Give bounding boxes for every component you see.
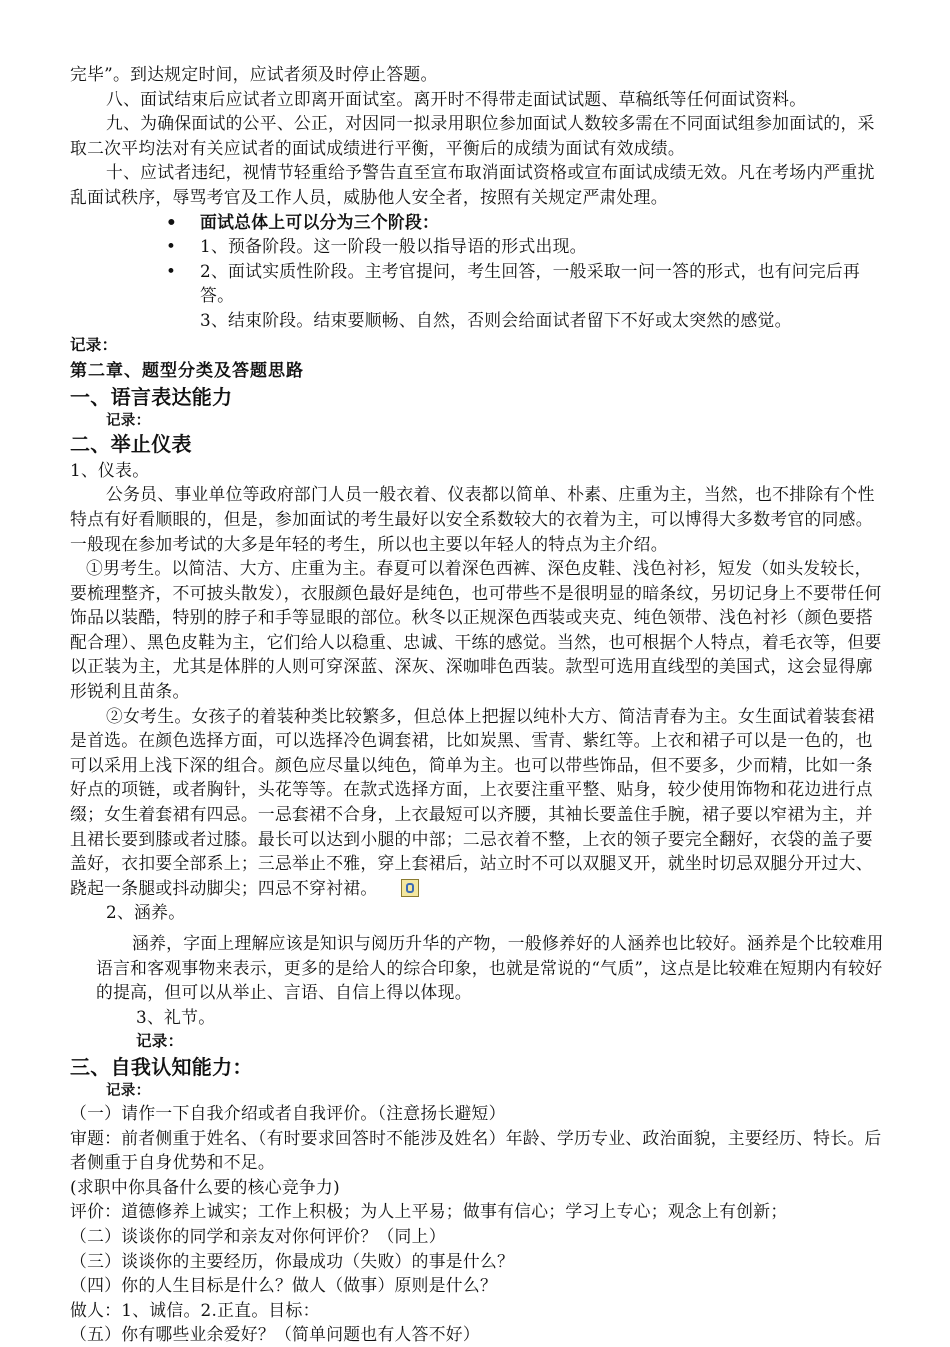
bullet-item <box>70 234 884 259</box>
bullet-text: 面试总体上可以分为三个阶段： <box>200 211 440 232</box>
paragraph-cultivation: 涵养，字面上理解应该是知识与阅历升华的产物，一般修养好的人涵养也比较好。涵养是个比较难用语言和客观事物来表示，更多的是给人的综合印象，也就是常说的“气质”，这点是比较难在短期内有较好的提高，但可以从举止、言语、自信上得以体现。 <box>96 933 884 1003</box>
rule-ten: 十、应试者违纪，视情节轻重给予警告直至宣布取消面试资格或宣布面试成绩无效。凡在考场内严重扰乱面试秩序，辱骂考官及工作人员，威胁他人安全者，按照有关规定严肃处理。 <box>70 162 875 207</box>
item-etiquette: 3、礼节。 <box>136 1006 216 1027</box>
record-label: 记录： <box>70 334 118 354</box>
item-appearance: 1、仪表。 <box>70 459 150 480</box>
question-one-core: (求职中你具备什么要的核心竞争力) <box>70 1176 340 1197</box>
bullet-text: 1、预备阶段。这一阶段一般以指导语的形式出现。 <box>200 236 587 257</box>
item-cultivation: 2、涵养。 <box>106 902 186 923</box>
bullet-icon: • <box>166 236 177 257</box>
paragraph-line: 完毕”。到达规定时间，应试者须及时停止答题。 <box>70 64 438 84</box>
record-label: 记录： <box>136 1031 184 1051</box>
paragraph-female <box>70 704 884 901</box>
question-one: （一）请作一下自我介绍或者自我评价。（注意扬长避短） <box>70 1102 506 1123</box>
bullet-icon: • <box>166 260 177 281</box>
paragraph-female-text: ②女考生。女孩子的着装种类比较繁多，但总体上把握以纯朴大方、简洁青春为主。女生面试着装套裙是首选。在颜色选择方面，可以选择冷色调套裙，比如炭黑、雪青、紫红等。上衣和裙子可以是一色的，也可以采用上浅下深的组合。颜色应尽量以纯色，简单为主。也可以带些饰品，但不要多，少而精，比如一条好点的项链，或者胸针，头花等等。在款式选择方面，上衣要注重平整、贴身，较少使用饰物和花边进行点缀；女生着套裙有四忌。一忌套裙不合身，上衣最短可以齐腰，其袖长要盖住手腕，裙子要以窄裙为主，并且裙长要到膝或者过膝。最长可以达到小腿的中部；二忌衣着不整，上衣的领子要完全翻好，衣袋的盖子要盖好，衣扣要全部系上；三忌举止不雅，穿上套裙后，站立时不可以双腿叉开，就坐时切忌双腿分开过大、跷起一条腿或抖动脚尖；四忌不穿衬裙。 <box>70 705 875 898</box>
rule-nine: 九、为确保面试的公平、公正，对因同一拟录用职位参加面试人数较多需在不同面试组参加面试的，采取二次平均法对有关应试者的面试成绩进行平衡，平衡后的成绩为面试有效成绩。 <box>70 113 875 158</box>
question-five: （五）你有哪些业余爱好？（简单问题也有人答不好） <box>70 1324 480 1345</box>
paragraph-male: ①男考生。以简洁、大方、庄重为主。春夏可以着深色西裤、深色皮鞋、浅色衬衫，短发（如头发较长，要梳理整齐，不可披头散发），衣服颜色最好是纯色，也可带些不是很明显的暗条纹，另切记身上不要带任何饰品以装酷，特别的脖子和手等显眼的部位。秋冬以正规深色西装或夹克、纯色领带、浅色衬衫（颜色要搭配合理）、黑色皮鞋为主，它们给人以稳重、忠诚、干练的感觉。当然，也可根据个人特点，着毛衣等，但要以正装为主，尤其是体胖的人则可穿深蓝、深灰、深咖啡色西装。款型可选用直线型的美国式，这会显得廓形锐利且苗条。 <box>70 558 882 702</box>
section-heading-self-awareness: 三、自我认知能力： <box>70 1054 253 1079</box>
chapter-title: 第二章、题型分类及答题思路 <box>70 361 304 382</box>
embedded-object-icon[interactable] <box>401 879 419 897</box>
section-heading-appearance: 二、举止仪表 <box>70 431 192 456</box>
bullet-item <box>70 259 884 308</box>
paragraph-appearance: 公务员、事业单位等政府部门人员一般衣着、仪表都以简单、朴素、庄重为主，当然，也不排除有个性特点有好看顺眼的，但是，参加面试的考生最好以安全系数较大的衣着为主，可以博得大多数考官的同感。一般现在参加考试的大多是年轻的考生，所以也主要以年轻人的特点为主介绍。 <box>70 484 875 554</box>
question-three: （三）谈谈你的主要经历，你最成功（失败）的事是什么？ <box>70 1250 515 1271</box>
rule-eight: 八、面试结束后应试者立即离开面试室。离开时不得带走面试试题、草稿纸等任何面试资料。 <box>106 88 807 109</box>
bullet-text: 2、面试实质性阶段。主考官提问，考生回答，一般采取一问一答的形式，也有问完后再答。 <box>200 260 861 306</box>
record-label: 记录： <box>106 411 151 429</box>
question-one-review: 审题：前者侧重于姓名、（有时要求回答时不能涉及姓名）年龄、学历专业、政治面貌，主要经历、特长。后者侧重于自身优势和不足。 <box>70 1127 882 1173</box>
section-heading-language: 一、语言表达能力 <box>70 384 233 409</box>
record-label: 记录： <box>106 1081 151 1099</box>
question-four-answer: 做人：1、诚信。2.正直。目标： <box>70 1299 320 1320</box>
bullet-item <box>70 210 884 235</box>
stage-three: 3、结束阶段。结束要顺畅、自然，否则会给面试者留下不好或太突然的感觉。 <box>200 309 792 330</box>
question-four: （四）你的人生目标是什么？做人（做事）原则是什么？ <box>70 1275 498 1296</box>
question-two: （二）谈谈你的同学和亲友对你何评价？（同上） <box>70 1225 446 1246</box>
bullet-icon: • <box>166 211 178 232</box>
question-one-evaluation: 评价：道德修养上诚实；工作上积极；为人上平易；做事有信心；学习上专心；观念上有创新； <box>70 1201 788 1222</box>
